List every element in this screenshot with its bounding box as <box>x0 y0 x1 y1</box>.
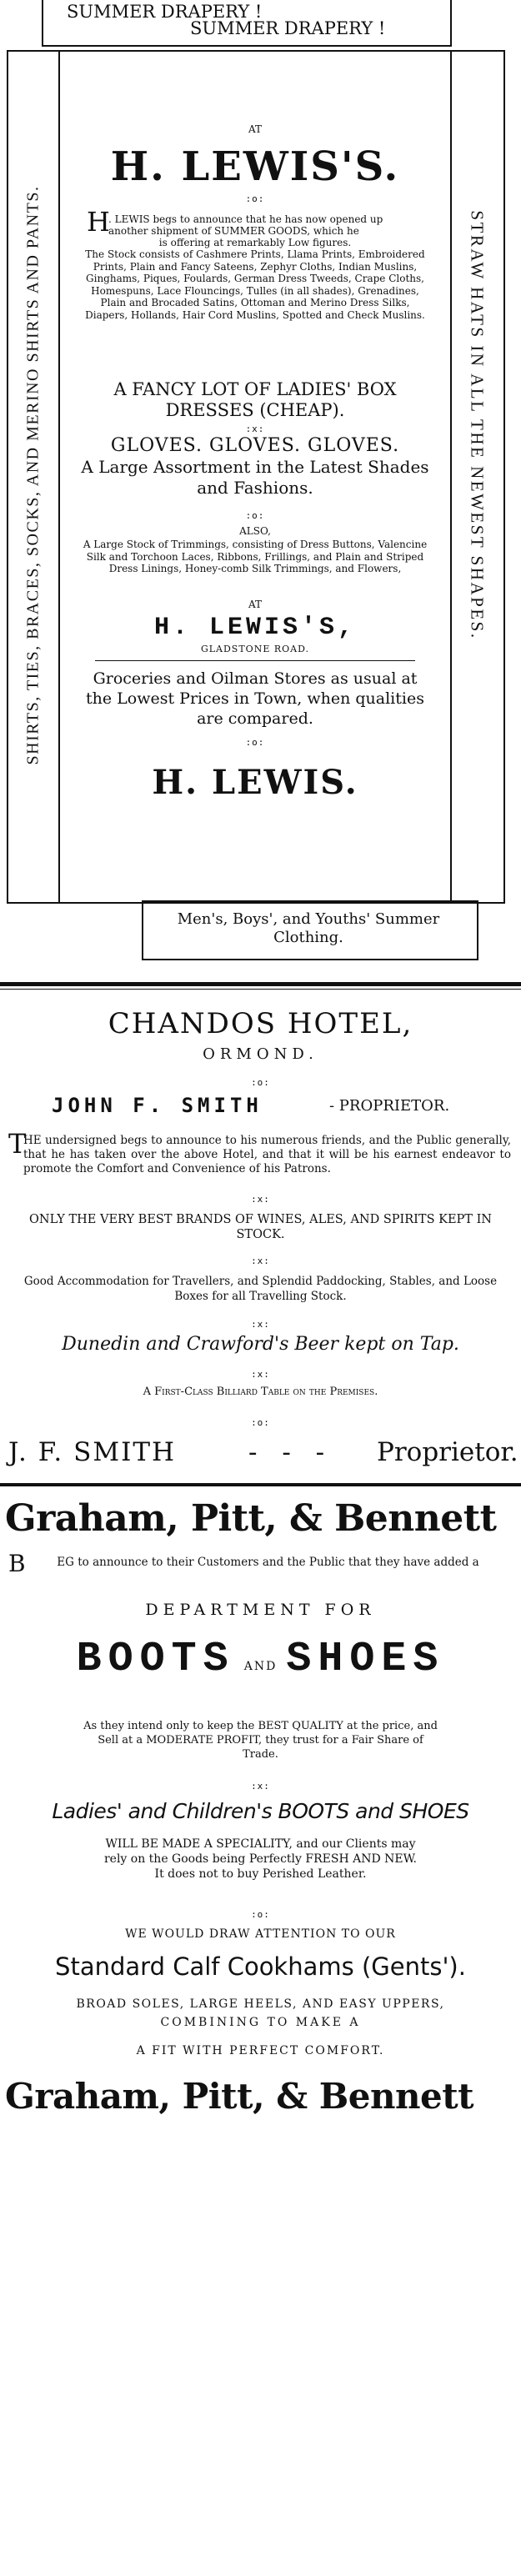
left-vertical-text: SHIRTS, TIES, BRACES, SOCKS, AND MERINO SHIRTS AND PANTS. <box>23 185 43 765</box>
brands-text: ONLY THE VERY BEST BRANDS OF WINES, ALES, AND SPIRITS KEPT IN STOCK. <box>29 1213 492 1241</box>
quality-text: As they intend only to keep the BEST QUALITY at the price, and Sell at a MODERATE PROFIT, they trust for a Fair Share of Trade. <box>83 1720 438 1761</box>
footer-text: Men's, Boys', and Youths' Summer Clothing. <box>177 910 440 946</box>
broad-line-2: COMBINING TO MAKE A <box>160 2016 361 2029</box>
left-column-rule <box>58 50 60 902</box>
firm-signature: Graham, Pitt, & Bennett <box>5 2076 474 2117</box>
ladies-heading: Ladies' and Children's BOOTS and SHOES <box>52 1799 469 1823</box>
calf-heading: Standard Calf Cookhams (Gents'). <box>55 1952 466 1981</box>
divider: :x: <box>251 1781 270 1792</box>
intro-dropcap: H <box>87 206 110 238</box>
department-heading: DEPARTMENT FOR <box>145 1601 376 1619</box>
box-dresses: A FANCY LOT OF LADIES' BOX DRESSES (CHEAP). <box>113 379 397 420</box>
gloves-heading: GLOVES. GLOVES. GLOVES. <box>110 435 400 456</box>
divider-2: :o: <box>251 1909 270 1920</box>
separator-1 <box>0 982 521 986</box>
header-line-2: SUMMER DRAPERY ! <box>190 18 386 38</box>
sign-name: J. F. SMITH <box>8 1437 177 1467</box>
intro-line-2: another shipment of SUMMER GOODS, which he <box>108 225 359 237</box>
stock-list: The Stock consists of Cashmere Prints, Llama Prints, Embroidered Prints, Plain and Fancy Sateens, Zephyr Cloths, Indian Muslins, Ginghams, Piques, Foulards, German Dress Tweeds, Crape Cloths, Homespuns, Lace Flouncings, Tulles (in all shades), Grenadines, Plain and Brocaded Satins, Ottoman and Merino Dress Silks, Diapers, Hollands, Hair Cord Muslins, Spotted and Check Muslins. <box>85 248 425 321</box>
and-word: AND <box>243 1659 278 1673</box>
accommodation-text: Good Accommodation for Travellers, and Splendid Paddocking, Stables, and Loose Boxes for all Travelling Stock. <box>23 1275 498 1303</box>
divider-6: :o: <box>251 1417 270 1428</box>
beer-text: Dunedin and Crawford's Beer kept on Tap. <box>62 1334 459 1355</box>
intro-line-1: . LEWIS begs to announce that he has now opened up <box>108 213 383 225</box>
owner-role: - PROPRIETOR. <box>329 1097 450 1115</box>
header-line-1: SUMMER DRAPERY ! <box>67 2 263 22</box>
divider: :o: <box>245 193 265 204</box>
lewis-signature: H. LEWIS. <box>152 763 358 802</box>
divider: :o: <box>251 1077 270 1088</box>
broad-line-3: A FIT WITH PERFECT COMFORT. <box>136 2044 385 2057</box>
at-label: AT <box>248 123 262 135</box>
shoes-word: SHOES <box>286 1636 445 1683</box>
divider-2: :x: <box>245 423 265 434</box>
lewis-title-2: H. LEWIS'S, <box>153 614 357 642</box>
firm-title: Graham, Pitt, & Bennett <box>5 1497 497 1540</box>
intro-text: HE undersigned begs to announce to his numerous friends, and the Public generally, that he has taken over the above Hotel, and that it will be his earnest endeavor to promote the Comfort and Convenience of his Patrons. <box>23 1134 511 1175</box>
boots-word: BOOTS <box>76 1636 235 1683</box>
sign-role: Proprietor. <box>377 1437 518 1467</box>
owner-name: JOHN F. SMITH <box>52 1094 263 1117</box>
separator-1b <box>0 989 521 990</box>
divider-3: :o: <box>245 510 265 521</box>
address: GLADSTONE ROAD. <box>200 644 310 654</box>
hotel-place: ORMOND. <box>203 1045 318 1063</box>
attention-text: WE WOULD DRAW ATTENTION TO OUR <box>125 1927 396 1941</box>
intro-dropcap: B <box>8 1550 26 1577</box>
divider-5: :x: <box>251 1369 270 1380</box>
hotel-title: CHANDOS HOTEL, <box>108 1007 413 1040</box>
gloves-subtext: A Large Assortment in the Latest Shades and Fashions. <box>81 457 429 498</box>
divider-4: :x: <box>251 1319 270 1330</box>
at-label-2: AT <box>248 599 262 610</box>
intro-line-3: is offering at remarkably Low figures. <box>158 237 352 248</box>
also-label: ALSO, <box>239 525 271 537</box>
trimmings-text: A Large Stock of Trimmings, consisting of Dress Buttons, Valencine Silk and Torchoon Laces, Ribbons, Frillings, and Plain and Striped Dress Linings, Honey-comb Silk Trimmings, and Flowers, <box>83 539 428 574</box>
speciality-line-1: WILL BE MADE A SPECIALITY, and our Clients may <box>105 1837 416 1851</box>
right-vertical-text: STRAW HATS IN ALL THE NEWEST SHAPES. <box>467 210 488 640</box>
divider-2: :x: <box>251 1194 270 1205</box>
billiard-text: A First-Class Billiard Table on the Premises. <box>143 1386 378 1398</box>
intro-dropcap: T <box>8 1128 27 1160</box>
address-rule <box>95 660 415 661</box>
divider-3: :x: <box>251 1255 270 1266</box>
lewis-title: H. LEWIS'S. <box>110 143 400 190</box>
boots-shoes-line <box>0 1636 521 1683</box>
groceries-text: Groceries and Oilman Stores as usual at the Lowest Prices in Town, when qualities are compared. <box>86 669 424 728</box>
center-column <box>62 0 448 900</box>
separator-2 <box>0 1483 521 1486</box>
speciality-line-3: It does not to buy Perished Leather. <box>154 1867 367 1881</box>
speciality-line-2: rely on the Goods being Perfectly FRESH AND NEW. <box>103 1852 418 1866</box>
broad-line-1: BROAD SOLES, LARGE HEELS, AND EASY UPPERS, <box>76 1997 445 2011</box>
sign-dash: - - - <box>248 1437 333 1467</box>
right-column-rule <box>450 50 452 902</box>
divider-4: :o: <box>245 737 265 748</box>
intro-text: EG to announce to their Customers and the Public that they have added a <box>57 1556 479 1569</box>
